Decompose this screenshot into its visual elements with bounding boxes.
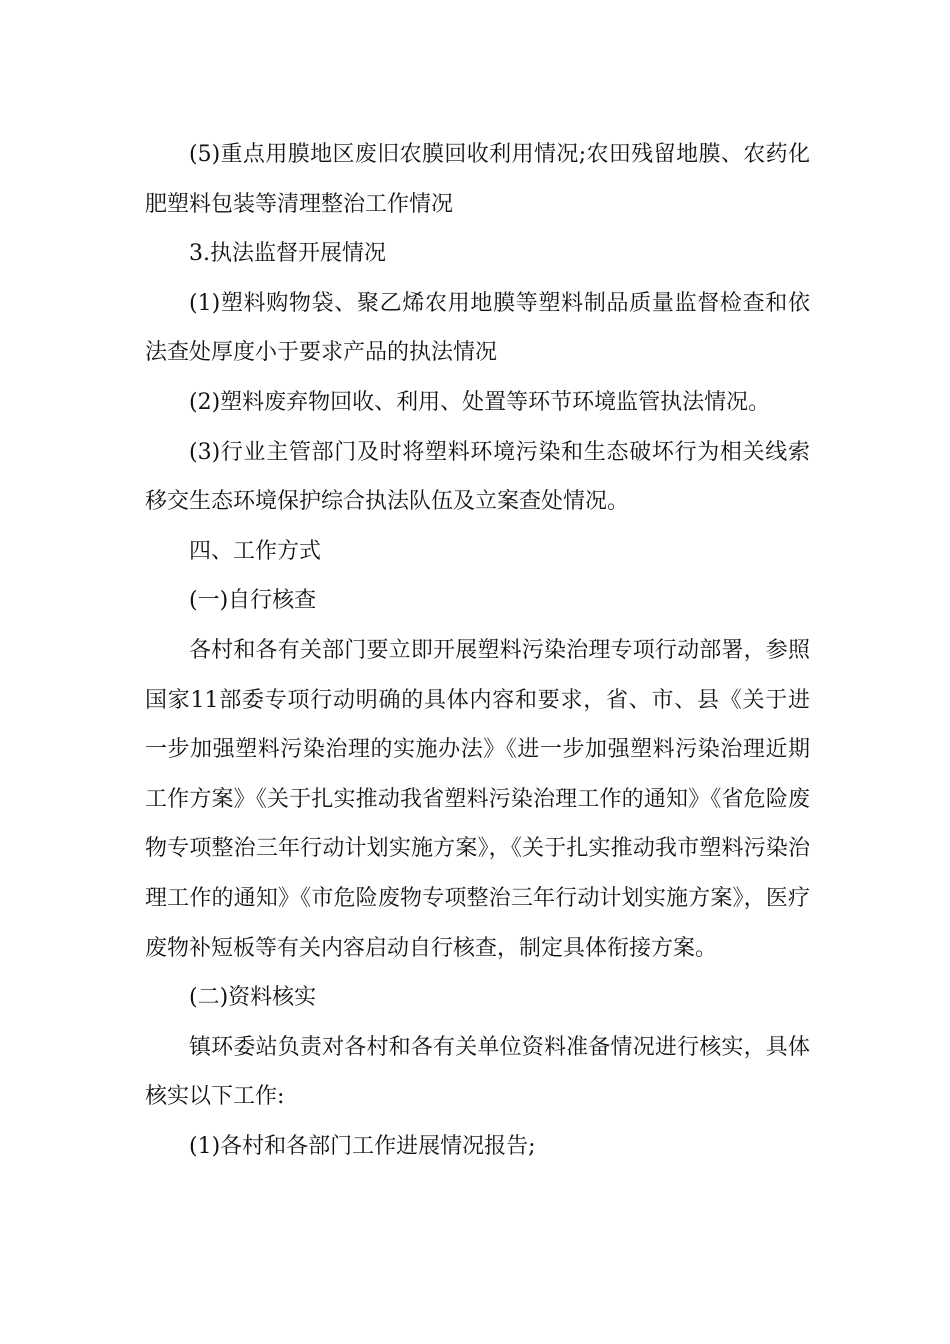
- subsection-heading-verification: (二)资料核实: [189, 985, 317, 1011]
- paragraph-item-5-plastic-film: (5)重点用膜地区废旧农膜回收利用情况;农田残留地膜、农药化肥塑料包装等清理整治工作情况: [145, 142, 810, 217]
- paragraph-self-check-body: 各村和各有关部门要立即开展塑料污染治理专项行动部署，参照国家11部委专项行动明确的具体内容和要求，省、市、县《关于进一步加强塑料污染治理的实施办法》《进一步加强塑料污染治理近期工作方案》《关于扎实推动我省塑料污染治理工作的通知》《省危险废物专项整治三年行动计划实施方案》，《关于扎实推动我市塑料污染治理工作的通知》《市危险废物专项整治三年行动计划实施方案》，医疗废物补短板等有关内容启动自行核查，制定具体衔接方案。: [145, 637, 810, 961]
- document-body: [145, 130, 810, 1171]
- subsection-heading-self-check: (一)自行核查: [189, 588, 317, 614]
- section-heading-work-method: 四、工作方式: [189, 538, 322, 564]
- paragraph-verification-body: 镇环委站负责对各村和各有关单位资料准备情况进行核实，具体核实以下工作:: [145, 1034, 810, 1110]
- section-heading-enforcement: 3.执法监督开展情况: [189, 241, 386, 267]
- paragraph-item-3-case-transfer: (3)行业主管部门及时将塑料环境污染和生态破坏行为相关线索移交生态环境保护综合执法队伍及立案查处情况。: [145, 439, 810, 515]
- paragraph-item-2-waste-enforcement: (2)塑料废弃物回收、利用、处置等环节环境监管执法情况。: [189, 389, 771, 415]
- paragraph-item-1-progress-report: (1)各村和各部门工作进展情况报告;: [189, 1133, 536, 1159]
- paragraph-item-1-quality-inspection: (1)塑料购物袋、聚乙烯农用地膜等塑料制品质量监督检查和依法查处厚度小于要求产品的执法情况: [145, 290, 810, 366]
